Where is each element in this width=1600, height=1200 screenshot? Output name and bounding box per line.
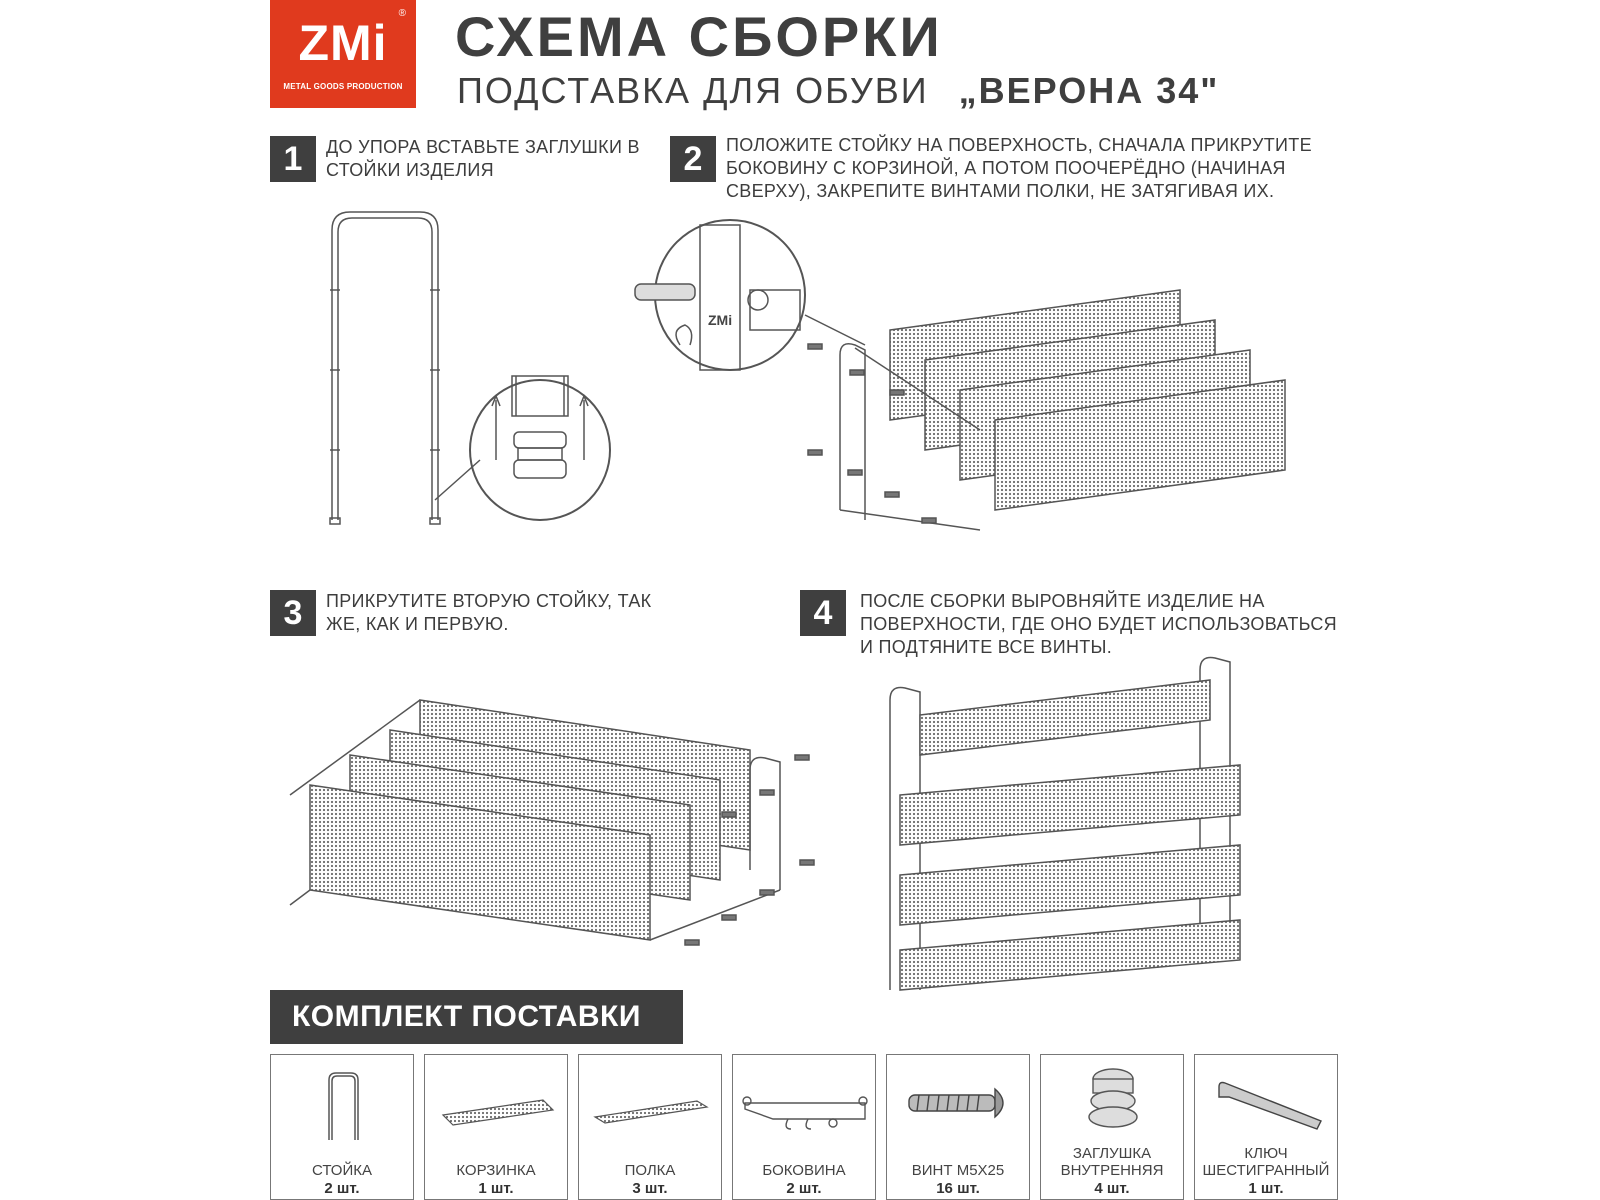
- product-type: ПОДСТАВКА ДЛЯ ОБУВИ: [457, 70, 929, 111]
- product-name: „ВЕРОНА 34": [958, 70, 1220, 111]
- step-4-number: 4: [800, 590, 846, 636]
- step-1-illustration: [320, 200, 630, 550]
- basket-icon: [425, 1055, 569, 1155]
- kit-item-frame: [270, 1054, 414, 1200]
- kit-item-name: СТОЙКА: [311, 1162, 372, 1179]
- step-2-text: ПОЛОЖИТЕ СТОЙКУ НА ПОВЕРХНОСТЬ, СНАЧАЛА ПРИКРУТИТЕ БОКОВИНУ С КОРЗИНОЙ, А ПОТОМ ПООЧЕРЁДНО (НАЧИНАЯ СВЕРХУ), ЗАКРЕПИТЕ ВИНТАМИ ПОЛКИ, НЕ ЗАТЯГИВАЯ ИХ.: [726, 135, 1312, 201]
- plug-icon: [1041, 1055, 1185, 1155]
- kit-title: КОМПЛЕКТ ПОСТАВКИ: [270, 990, 683, 1044]
- kit-items: [270, 1054, 1338, 1200]
- step-2-illustration: [640, 220, 1340, 550]
- kit-item-basket: [424, 1054, 568, 1200]
- step-3-number: 3: [270, 590, 316, 636]
- kit-item-qty: 2 шт.: [324, 1180, 360, 1197]
- kit-item-qty: 4 шт.: [1094, 1180, 1130, 1197]
- kit-item-hex-key: [1194, 1054, 1338, 1200]
- page-title: СХЕМА СБОРКИ: [455, 5, 943, 68]
- brand-logo: [270, 0, 416, 108]
- kit-item-name: ВИНТ М5Х25: [911, 1162, 1005, 1179]
- kit-item-name: КЛЮЧ ШЕСТИГРАННЫЙ: [1202, 1145, 1330, 1179]
- kit-item-qty: 16 шт.: [936, 1180, 980, 1197]
- step-1-text: ДО УПОРА ВСТАВЬТЕ ЗАГЛУШКИ В СТОЙКИ ИЗДЕЛИЯ: [326, 137, 640, 180]
- step-2-number: 2: [670, 136, 716, 182]
- logo-text: ZMi: [298, 15, 388, 71]
- frame-icon: [271, 1055, 415, 1155]
- kit-item-qty: 3 шт.: [632, 1180, 668, 1197]
- kit-item-qty: 2 шт.: [786, 1180, 822, 1197]
- kit-item-name: БОКОВИНА: [762, 1162, 846, 1179]
- kit-item-qty: 1 шт.: [478, 1180, 514, 1197]
- kit-item-side-bracket: [732, 1054, 876, 1200]
- kit-item-name: ЗАГЛУШКА ВНУТРЕННЯЯ: [1060, 1145, 1164, 1179]
- kit-item-screw: [886, 1054, 1030, 1200]
- logo-registered-mark: ®: [398, 8, 406, 19]
- step-1-number: 1: [270, 136, 316, 182]
- hex-key-icon: [1195, 1055, 1339, 1155]
- kit-item-name: КОРЗИНКА: [456, 1162, 536, 1179]
- side-bracket-icon: [733, 1055, 877, 1155]
- step-3-illustration: [290, 700, 850, 980]
- kit-item-shelf: [578, 1054, 722, 1200]
- kit-item-qty: 1 шт.: [1248, 1180, 1284, 1197]
- detail-logo: ZMi: [708, 312, 733, 328]
- step-3-text: ПРИКРУТИТЕ ВТОРУЮ СТОЙКУ, ТАК ЖЕ, КАК И ПЕРВУЮ.: [326, 591, 652, 634]
- shelf-icon: [579, 1055, 723, 1155]
- kit-item-plug: [1040, 1054, 1184, 1200]
- screw-icon: [887, 1055, 1031, 1155]
- step-4-text: ПОСЛЕ СБОРКИ ВЫРОВНЯЙТЕ ИЗДЕЛИЕ НА ПОВЕРХНОСТИ, ГДЕ ОНО БУДЕТ ИСПОЛЬЗОВАТЬСЯ И ПОДТЯНИТЕ ВСЕ ВИНТЫ.: [860, 591, 1337, 657]
- logo-subtitle: METAL GOODS PRODUCTION: [283, 82, 403, 91]
- kit-item-name: ПОЛКА: [624, 1162, 676, 1179]
- page-subtitle: [457, 70, 1219, 112]
- step-4-illustration: [880, 660, 1260, 1000]
